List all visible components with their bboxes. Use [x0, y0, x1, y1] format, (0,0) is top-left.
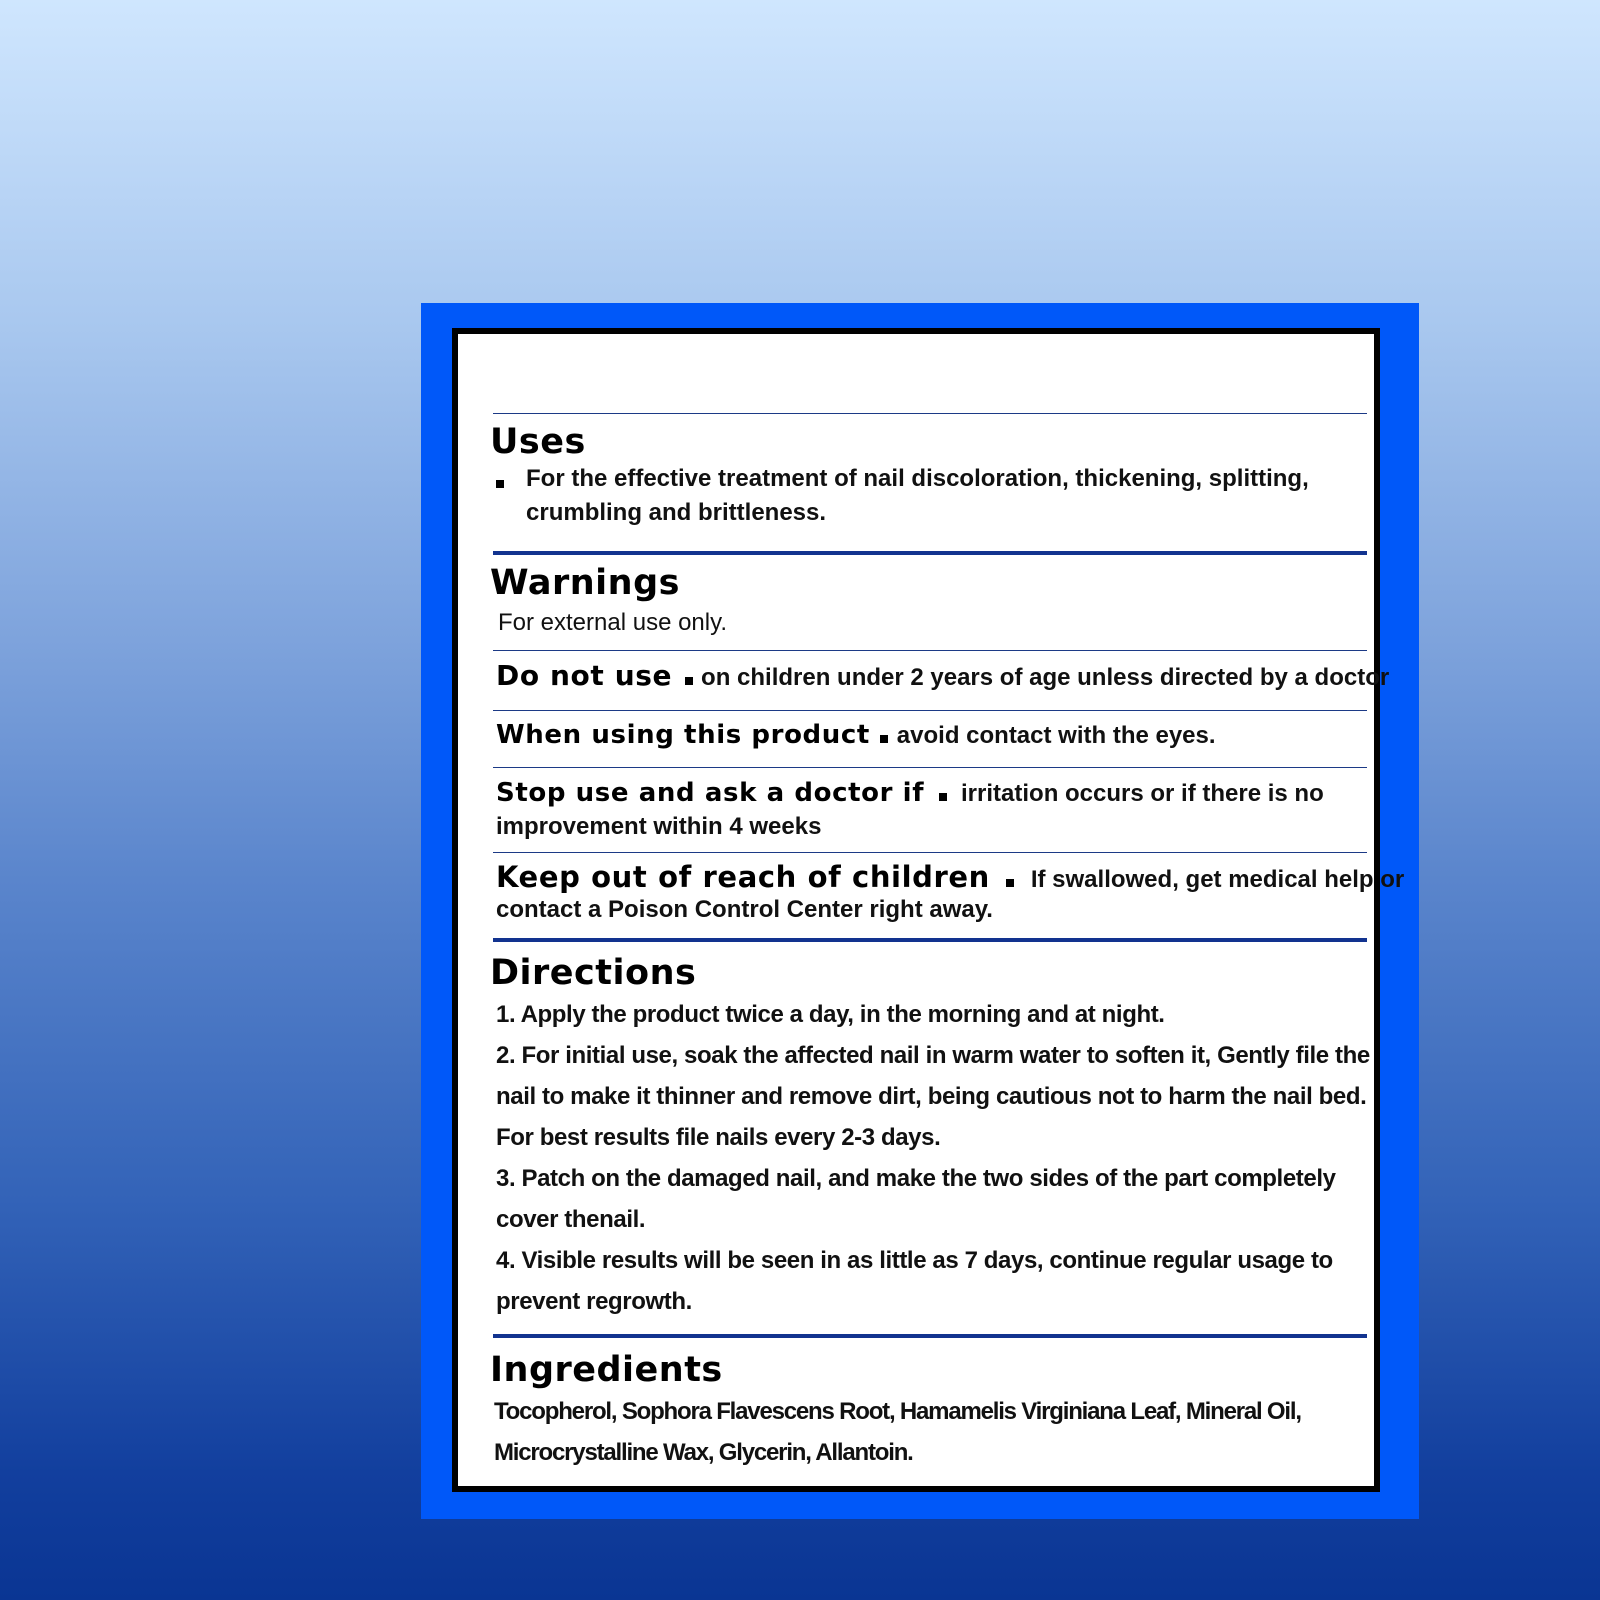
ingredients-heading: Ingredients — [490, 1350, 723, 1390]
directions-line-8: prevent regrowth. — [496, 1288, 692, 1315]
warnings-divider-2 — [493, 710, 1367, 711]
ingredients-line-1: Tocopherol, Sophora Flavescens Root, Hamamelis Virginiana Leaf, Mineral Oil, — [494, 1398, 1301, 1425]
warnings-heading: Warnings — [490, 563, 680, 603]
do-not-use-row — [496, 659, 1390, 692]
keep-out-text-line-2: contact a Poison Control Center right away. — [496, 896, 993, 923]
drug-facts-panel — [452, 328, 1405, 1492]
directions-line-2: 2. For initial use, soak the affected nail in warm water to soften it, Gently file the — [496, 1042, 1370, 1069]
warnings-bottom-divider — [493, 938, 1367, 942]
keep-out-text: If swallowed, get medical help or — [1030, 866, 1405, 893]
bullet-icon — [1006, 874, 1014, 891]
keep-out-row — [496, 860, 1405, 894]
warnings-divider-4 — [493, 852, 1367, 853]
uses-heading: Uses — [490, 422, 586, 462]
bullet-icon — [685, 672, 693, 689]
ingredients-line-2: Microcrystalline Wax, Glycerin, Allantoin. — [494, 1439, 913, 1466]
directions-line-5: 3. Patch on the damaged nail, and make the two sides of the part completely — [496, 1165, 1336, 1192]
stop-use-text-line-2: improvement within 4 weeks — [496, 813, 822, 840]
uses-item-line-1: For the effective treatment of nail discoloration, thickening, splitting, — [526, 465, 1309, 492]
stop-use-row — [496, 780, 1324, 806]
directions-line-6: cover thenail. — [496, 1206, 646, 1233]
stop-use-label: Stop use and ask a doctor if — [496, 778, 925, 808]
keep-out-label: Keep out of reach of children — [496, 860, 990, 894]
do-not-use-text: on children under 2 years of age unless directed by a doctor — [701, 664, 1390, 691]
when-using-text: avoid contact with the eyes. — [896, 722, 1216, 749]
when-using-label: When using this product — [496, 720, 870, 750]
directions-line-3: nail to make it thinner and remove dirt, being cautious not to harm the nail bed. — [496, 1083, 1367, 1110]
uses-divider — [493, 551, 1367, 555]
bullet-icon — [880, 730, 888, 747]
directions-line-1: 1. Apply the product twice a day, in the morning and at night. — [496, 1001, 1165, 1028]
warnings-divider-3 — [493, 767, 1367, 768]
directions-heading: Directions — [490, 953, 697, 993]
uses-item-line-2: crumbling and brittleness. — [526, 499, 827, 526]
when-using-row — [496, 722, 1216, 748]
top-divider — [493, 413, 1367, 414]
directions-line-4: For best results file nails every 2-3 days. — [496, 1124, 941, 1151]
external-use-text: For external use only. — [498, 609, 727, 636]
uses-bullet-icon — [496, 475, 504, 493]
bullet-icon — [939, 788, 947, 805]
stop-use-text: irritation occurs or if there is no — [961, 780, 1324, 807]
directions-divider — [493, 1334, 1367, 1338]
do-not-use-label: Do not use — [496, 659, 673, 692]
warnings-divider-1 — [493, 650, 1367, 651]
directions-line-7: 4. Visible results will be seen in as little as 7 days, continue regular usage to — [496, 1247, 1333, 1274]
